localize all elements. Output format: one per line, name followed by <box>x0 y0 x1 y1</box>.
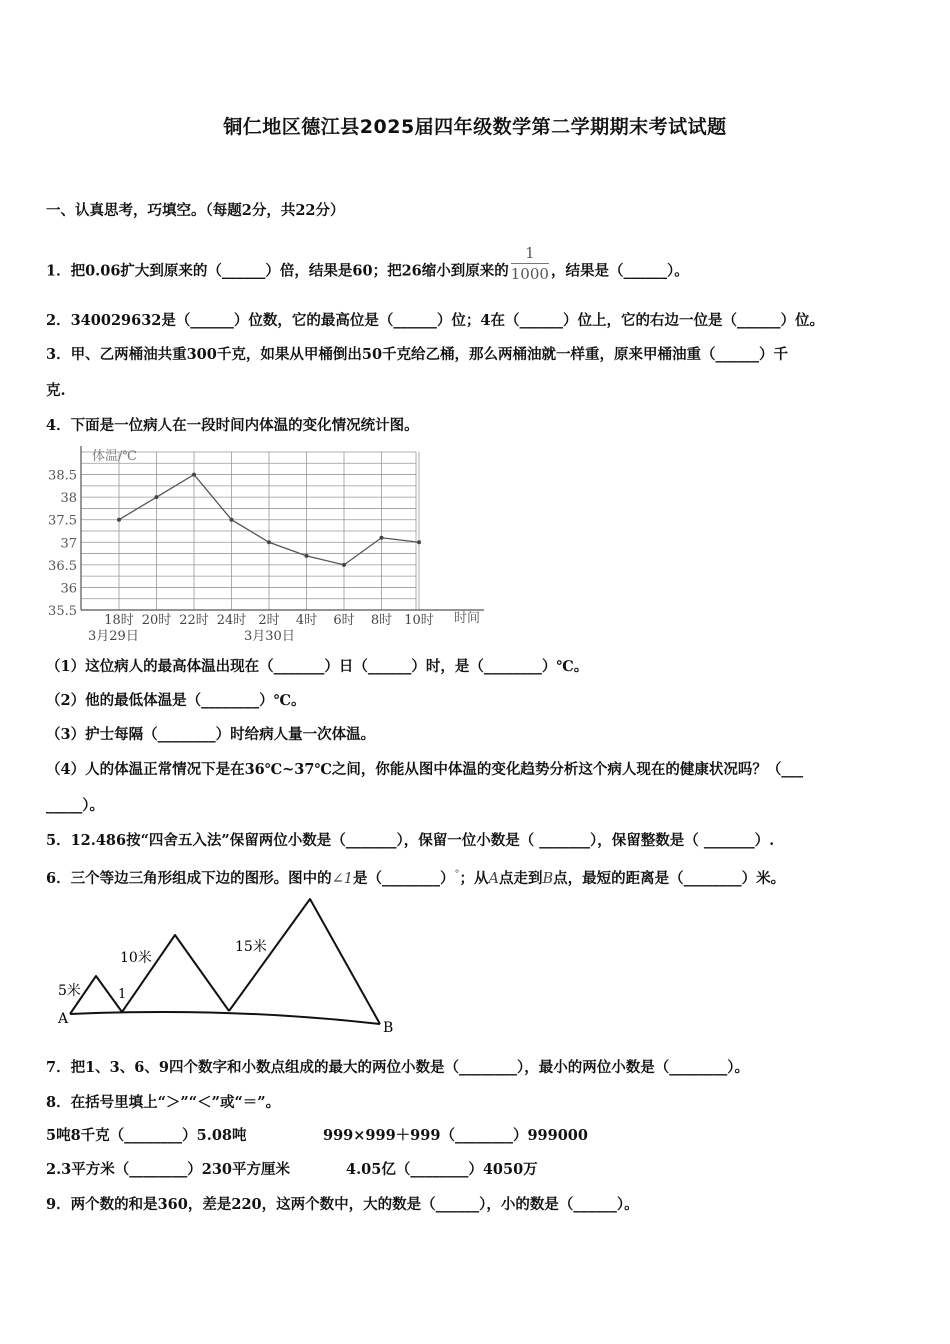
page-title: 铜仁地区德江县2025届四年级数学第二学期期末考试试题 <box>223 116 727 138</box>
data-point <box>342 563 346 567</box>
date-label-0: 3月29日 <box>88 629 139 644</box>
question-4-sub3: （3）护士每隔（________）时给病人量一次体温。 <box>46 726 376 743</box>
x-tick-label: 18时 <box>104 613 134 628</box>
data-point <box>380 536 384 540</box>
section-heading: 一、认真思考，巧填空。（每题2分，共22分） <box>46 202 345 219</box>
q1-text-b: ，结果是（______）。 <box>550 262 689 280</box>
data-point <box>417 540 421 544</box>
x-tick-label: 2时 <box>258 613 280 628</box>
label-5m: 5米 <box>58 983 81 999</box>
data-point <box>155 495 159 499</box>
medium-triangle <box>122 935 229 1012</box>
q6-text-b: 是（________） <box>352 869 455 887</box>
q6-text-c: ；从 <box>459 869 489 887</box>
question-4-sub4-line2: _____）。 <box>46 797 104 814</box>
x-tick-label: 4时 <box>295 613 318 628</box>
question-4-sub2: （2）他的最低体温是（________）℃。 <box>46 692 306 709</box>
x-tick-label: 20时 <box>141 613 172 628</box>
x-tick-label: 24时 <box>216 613 247 628</box>
x-tick-label: 6时 <box>333 613 355 628</box>
data-point <box>267 540 271 544</box>
question-1 <box>46 244 689 291</box>
large-triangle <box>229 899 380 1024</box>
x-tick-label: 10时 <box>404 613 434 628</box>
question-5: 5．12.486按“四舍五入法”保留两位小数是（_______），保留一位小数是（ _______），保留整数是（ _______）. <box>46 832 775 849</box>
x-axis-label: 时间 <box>454 611 481 626</box>
data-point <box>192 473 196 477</box>
data-point <box>305 554 309 558</box>
q6-text-e: 点，最短的距离是（________）米。 <box>553 869 786 887</box>
y-tick-label: 37.5 <box>48 513 77 529</box>
question-3-line2: 克. <box>46 382 66 399</box>
label-point-b: B <box>383 1020 394 1036</box>
question-9: 9．两个数的和是360，差是220，这两个数中，大的数是（______），小的数是（______）。 <box>46 1196 639 1213</box>
base-path <box>70 1012 380 1024</box>
fraction <box>511 244 549 283</box>
temperature-line-chart <box>44 444 494 649</box>
x-tick-label: 22时 <box>179 613 209 628</box>
data-point <box>117 518 121 522</box>
point-a-label: A <box>488 870 499 887</box>
y-tick-label: 36 <box>60 581 77 597</box>
y-tick-label: 38.5 <box>48 468 77 484</box>
question-8-row2-b: 4.05亿（________）4050万 <box>346 1161 538 1178</box>
chart-axes <box>81 446 484 610</box>
question-8-row1-a: 5吨8千克（________）5.08吨 <box>46 1127 247 1144</box>
data-point <box>230 518 234 522</box>
question-8-row1-b: 999×999＋999（________）999000 <box>323 1127 588 1144</box>
q6-text-a: 6．三个等边三角形组成下边的图形。图中的 <box>46 869 332 887</box>
question-2: 2．340029632是（______）位数，它的最高位是（______）位；4在（______）位上，它的右边一位是（______）位。 <box>46 312 824 329</box>
point-b-label: B <box>542 870 554 887</box>
label-angle-1: 1 <box>118 987 127 1002</box>
question-8-row2-a: 2.3平方米（________）230平方厘米 <box>46 1161 290 1178</box>
y-tick-labels <box>48 469 77 619</box>
question-7: 7．把1、3、6、9四个数字和小数点组成的最大的两位小数是（________），最小的两位小数是（________）。 <box>46 1059 749 1076</box>
label-point-a: A <box>58 1011 69 1027</box>
y-tick-label: 36.5 <box>48 558 77 574</box>
triangles-figure <box>50 895 410 1040</box>
question-4-sub4-line1: （4）人的体温正常情况下是在36℃~37℃之间，你能从图中体温的变化趋势分析这个病人现在的健康状况吗？（___ <box>46 761 804 778</box>
fraction-bar <box>511 263 549 264</box>
y-tick-label: 37 <box>60 536 77 552</box>
question-6 <box>46 865 785 889</box>
question-4-sub1: （1）这位病人的最高体温出现在（_______）日（______）时，是（________）℃。 <box>46 658 589 675</box>
y-tick-label: 35.5 <box>48 604 77 619</box>
question-4-intro: 4．下面是一位病人在一段时间内体温的变化情况统计图。 <box>46 417 419 434</box>
degree-symbol: ° <box>454 869 460 880</box>
fraction-numerator: 1 <box>525 244 535 262</box>
date-label-1: 3月30日 <box>244 629 295 644</box>
x-tick-labels <box>104 613 434 628</box>
y-tick-label: 38 <box>60 491 77 507</box>
label-15m: 15米 <box>235 939 267 955</box>
y-axis-label: 体温/℃ <box>92 449 137 464</box>
x-tick-label: 8时 <box>370 613 393 628</box>
q1-text-a: 1．把0.06扩大到原来的（______）倍，结果是60；把26缩小到原来的 <box>46 262 509 280</box>
q6-text-d: 点走到 <box>498 869 543 887</box>
angle-symbol: ∠1 <box>331 870 353 887</box>
label-10m: 10米 <box>120 950 152 966</box>
fraction-denominator: 1000 <box>510 265 549 283</box>
question-3-line1: 3．甲、乙两桶油共重300千克，如果从甲桶倒出50千克给乙桶，那么两桶油就一样重，原来甲桶油重（______）千 <box>46 346 789 363</box>
question-8-intro: 8．在括号里填上“＞”“＜”或“＝”。 <box>46 1094 281 1111</box>
